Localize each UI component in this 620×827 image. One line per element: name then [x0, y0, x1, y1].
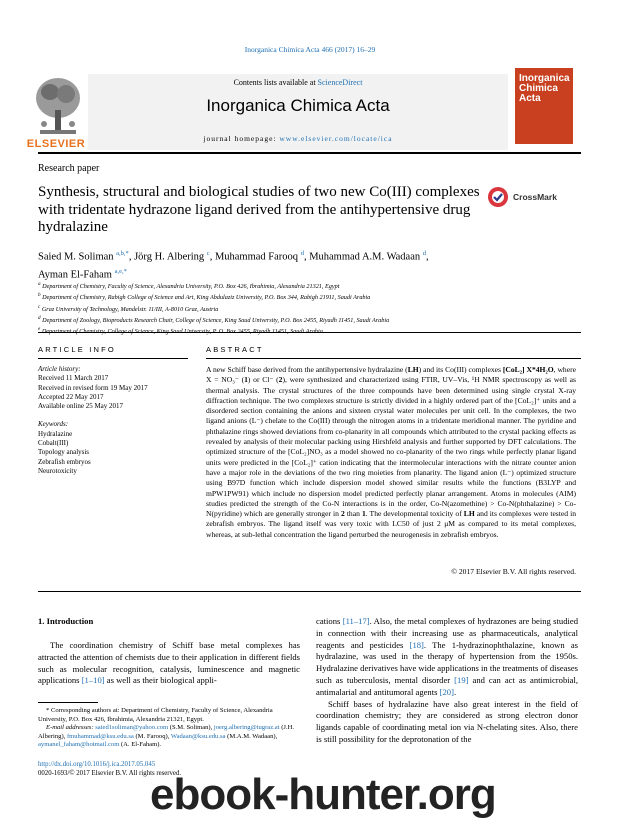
cover-title: Inorganica Chimica Acta [519, 73, 570, 104]
intro-col2-para2: Schiff bases of hydralazine have also great interest in the field of coordination chemistry; they are considered as strong electron donor ligands capable of coordinating metal ion via N-chelating sites. Also, there is still possibility for the deprotonation of the [316, 698, 578, 744]
history-item: Accepted 22 May 2017 [38, 392, 104, 401]
author-sup[interactable]: c [206, 250, 210, 257]
keyword: Zebrafish embryos [38, 457, 91, 466]
header-rule [38, 152, 581, 154]
watermark: ebook-hunter.org [150, 770, 496, 819]
citation-link[interactable]: [11–17] [342, 616, 370, 626]
intro-heading: 1. Introduction [38, 616, 94, 626]
email-link[interactable]: saied1soliman@yahoo.com [95, 724, 169, 732]
author-sup[interactable]: d [300, 250, 304, 257]
keyword: Topology analysis [38, 448, 90, 457]
history-item: Received in revised form 19 May 2017 [38, 383, 148, 392]
keyword: Cobalt(III) [38, 439, 69, 448]
abstract-heading: ABSTRACT [206, 345, 264, 354]
author-sup[interactable]: a,e,* [114, 267, 127, 275]
copyright: © 2017 Elsevier B.V. All rights reserved. [451, 567, 576, 576]
affiliation [38, 280, 583, 291]
affiliation [38, 291, 583, 302]
email-note: E-mail addresses: saied1soliman@yahoo.com (S.M. Soliman), joerg.albering@tugraz.at (J.H. Albering), fmuhammad@ksu.edu.sa (M. Farooq), Wadaan@ksu.edu.sa (M.A.M. Wadaan), aymanel_faham@hotmail.com (A. El-Faham). [38, 724, 295, 749]
history-item: Received 11 March 2017 [38, 374, 109, 383]
author-sup[interactable]: d [422, 250, 427, 257]
crossmark-icon [487, 186, 509, 208]
citation-link[interactable]: [18] [409, 639, 424, 650]
keyword: Hydralazine [38, 429, 73, 438]
citation-link[interactable]: [19] [454, 674, 469, 685]
journal-homepage [88, 134, 508, 143]
paper-title: Synthesis, structural and biological studies of two new Co(III) complexes with tridentate hydrazone ligand derived from the antihypertensive drug hydralazine [38, 184, 480, 235]
abstract-end-rule [38, 591, 581, 592]
affil-key: b [38, 292, 41, 299]
email-link[interactable]: fmuhammad@ksu.edu.sa [66, 732, 134, 740]
affil-text: Graz University of Technology, Mandelstr. 11/III, A-8010 Graz, Austria [41, 305, 219, 313]
affil-key: a [38, 281, 41, 287]
affil-key: d [38, 314, 41, 321]
article-info [38, 365, 188, 476]
keywords-label: Keywords: [38, 420, 69, 429]
affiliation [38, 303, 583, 314]
author[interactable]: Saied M. Soliman [38, 251, 114, 263]
email-link[interactable]: aymanel_faham@hotmail.com [38, 741, 120, 749]
citation-link[interactable]: [20] [439, 686, 454, 697]
journal-reference[interactable]: Inorganica Chimica Acta 466 (2017) 16–29 [244, 45, 376, 54]
crossmark-button[interactable] [487, 186, 575, 208]
homepage-prefix: journal homepage: [203, 134, 280, 143]
corresponding-note: * Corresponding authors at: Department of Chemistry, Faculty of Science, Alexandria University, P.O. Box 426, Ibrahimia, Alexandria 21321, Egypt. [38, 707, 273, 723]
citation-link[interactable]: [1–10] [81, 675, 105, 686]
doi-link[interactable]: http://dx.doi.org/10.1016/j.ica.2017.05.045 [38, 761, 156, 768]
article-info-heading: ARTICLE INFO [38, 345, 116, 354]
affiliation [38, 314, 583, 325]
info-rule [38, 358, 188, 359]
affiliations [38, 280, 583, 336]
author[interactable]: Muhammad A.M. Wadaan [309, 251, 421, 263]
journal-cover-image [515, 68, 573, 144]
affiliation [38, 325, 583, 336]
history-item: Available online 25 May 2017 [38, 402, 124, 411]
affil-key: c [38, 303, 41, 310]
affil-rule [38, 332, 581, 333]
elsevier-wordmark: ELSEVIER [26, 138, 86, 150]
abstract-text: A new Schiff base derived from the antihypertensive hydralazine (LH) and its Co(III) complexes [CoL₂] X*4H₂O, where X = NO₃⁻ (1) or Cl⁻ (2), were synthesized and characterized using FTIR, UV–Vis, ¹H NMR spectroscopy as well as thermal analysis. The crystal structures of the three compounds have been determined using single crystal X-ray diffraction technique. The two complexes structure is strictly divided in a highly ordered part of the [CoL₂]⁺ units and a disordered section containing the anions and sixteen crystal water molecules per unit cell. In the complexes, the two ligand anions (L⁻) chelate to the Co(III) through the nitrogen atoms in a tridentate meridional manner. The pyridine and phthalazine rings showed deviations from co-planarity in all compounds which attributed to the crystal packing effects as revealed by analysis of their molecular packing using Hirshfeld analysis and further supported by DFT calculations. The optimized structure of the [CoL₂]NO₃ as a model showed no co-planarity of the two rings while perfectly planar ligand units were predicted in the [CoL₂]⁺ cation indicating that the intermolecular interactions with the nitrate counter anion have a major role in the deviations of the two ring moieties from planarity. The ligand anion (L⁻) optimized structure using B97D function which include dispersion model showed similar results while the functions (B3LYP and mPW1PW91) which include no dispersion model predicted perfectly planar arrangement. Atoms in molecules (AIM) studies predicted the strength of the Co-N interactions is in the order, Co-N(azomethine) > Co-N(phthalazine) > Co-N(pyridine) which are generally stronger in 2 than 1. The developmental toxicity of LH and its complexes were tested in zebrafish embryos. The ligand itself was very toxic with LC50 of just 2 μM as compared to its metal complexes, whereas, at sub-lethal concentration the ligand perturbed the neurogenesis in zebrafish embryos. [206, 365, 576, 539]
crossmark-label: CrossMark [513, 192, 557, 202]
sciencedirect-link[interactable]: ScienceDirect [317, 78, 363, 87]
contents-prefix: Contents lists available at [233, 78, 318, 87]
author[interactable]: Muhammad Farooq [214, 251, 299, 263]
affil-text: Department of Zoology, Bioproducts Research Chair, College of Science, King Saud University, P.O. Box 2455, Riyadh 11451, Saudi Arabia [42, 316, 390, 324]
affil-key: e [38, 326, 41, 333]
issn-line: 0020-1693/© 2017 Elsevier B.V. All rights reserved. [38, 770, 182, 777]
history-label: Article history: [38, 365, 81, 373]
affil-text: Department of Chemistry, Faculty of Science, Alexandria University, P.O. Box 426, Ibrahimia, Alexandria 21321, Egypt [42, 283, 340, 291]
footnote [38, 707, 300, 750]
intro-col2: cations [11–17]. Also, the metal complexes of hydrazones are being studied in connection with their increasing use as pharmaceuticals, analytical reagents and pesticides [18]. The 1-hydrazinophthalazine, known as hydralazine, was used in the therapy of hypertension from the 1950s. Hydralazine derivatives have wide applications in the treatments of diseases such as tuberculosis, mental disorder [19] and can act as antimicrobial, antimalarial and antitumoral agents [20]. Schiff bases of hydralazine have also great interest in the field of coordination chemistry; they are considered as strong electron donor ligands capable of coordinating metal ion via N-chelating sites. Also, there is still possibility for the deprotonation of the [316, 616, 578, 744]
author-list: Saied M. Soliman $^{a,b,*}$, Jörg H. Albering $^c$, Muhammad Farooq $^d$, Muhammad A.M. Wadaan $^d$, Ayman El-Faham $^{a,e,*}$ [38, 250, 429, 280]
contents-line [88, 78, 508, 87]
author[interactable]: Ayman El-Faham [38, 269, 112, 280]
author[interactable]: Jörg H. Albering [134, 251, 205, 263]
email-link[interactable]: joerg.albering@tugraz.at [213, 724, 280, 732]
author-sup[interactable]: a,b,* [116, 250, 129, 257]
abstract-rule [206, 358, 581, 359]
keyword: Neurotoxicity [38, 466, 77, 475]
email-link[interactable]: Wadaan@ksu.edu.sa [170, 732, 226, 740]
affil-text: Department of Chemistry, College of Science, King Saud University, P. O. Box 2455, Riyadh 11451, Saudi Arabia [41, 328, 323, 336]
paper-type: Research paper [38, 163, 100, 174]
affil-text: Department of Chemistry, Rabigh College of Science and Art, King Abdulaziz University, P.O. Box 344, Rabigh 21911, Saudi Arabia [42, 294, 371, 302]
intro-col1: The coordination chemistry of Schiff base metal complexes has attracted the attention of chemists due to their application in different fields such as molecular recognition, catalysis, luminescence and magnetic applications [1–10] as well as their biological appli- [38, 640, 300, 686]
elsevier-tree-logo [32, 74, 84, 140]
footnote-rule [38, 702, 98, 703]
homepage-link[interactable]: www.elsevier.com/locate/ica [279, 134, 393, 143]
journal-name: Inorganica Chimica Acta [206, 96, 390, 115]
